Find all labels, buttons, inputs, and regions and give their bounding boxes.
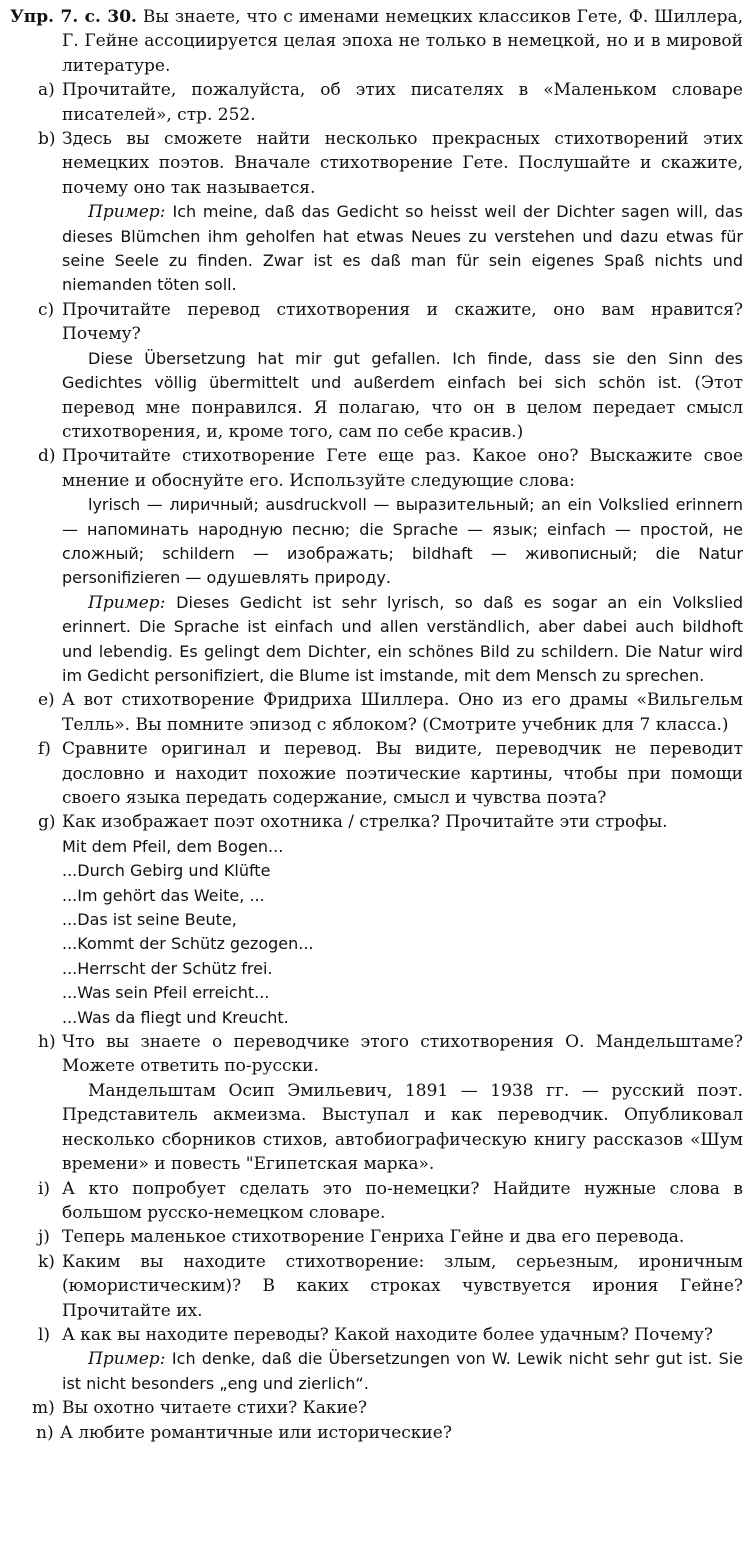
item-text: А кто попробует сделать это по-немецки? Найдите нужные слова в большом русско-немецком словаре.	[62, 1178, 743, 1223]
example-text: Ich denke, daß die Übersetzungen von W. Lewik nicht sehr gut ist. Sie ist nicht besonders „eng und zierlich“.	[62, 1349, 744, 1393]
verse-line: ...Das ist seine Beute,	[62, 910, 237, 930]
verse-line: ...Im gehört das Weite, ...	[62, 885, 265, 905]
item-marker: i)	[38, 1178, 51, 1199]
example-label: Пример:	[88, 202, 166, 223]
item-text: Теперь маленькое стихотворение Генриха Гейне и два его перевода.	[62, 1227, 685, 1248]
item-marker: d)	[38, 446, 56, 467]
item-text: А как вы находите переводы? Какой находите более удачным? Почему?	[62, 1324, 713, 1345]
item-text: Прочитайте стихотворение Гете еще раз. Какое оно? Выскажите свое мнение и обоснуйте его. Используйте следующие слова:	[62, 446, 743, 491]
exercise-intro: Вы знаете, что с именами немецких классиков Гете, Ф. Шиллера, Г. Гейне ассоциируется целая эпоха не только в немецкой, но и в мировой литературе.	[62, 7, 743, 76]
verse-lines	[10, 835, 743, 1030]
item-d	[10, 444, 743, 493]
answer-russian: (Этот перевод мне понравился. Я полагаю, что он в целом передает смысл стихотворения, и, кроме того, сам по себе красив.)	[62, 373, 744, 442]
item-i	[10, 1177, 743, 1226]
item-text: Сравните оригинал и перевод. Вы видите, переводчик не переводит дословно и находит похожие поэтические картины, чтобы при помощи своего языка передать содержание, смысл и чувства поэта?	[62, 739, 743, 808]
verse-line: ...Was da fliegt und Kreucht.	[62, 1007, 289, 1027]
vocabulary-list	[10, 493, 743, 591]
item-marker: j)	[38, 1227, 50, 1248]
example-label: Пример:	[88, 1349, 166, 1370]
verse-line: ...Kommt der Schütz gezogen...	[62, 934, 314, 954]
verse-line: ...Was sein Pfeil erreicht...	[62, 983, 270, 1003]
example-text: Ich meine, daß das Gedicht so heisst weil der Dichter sagen will, das dieses Blümchen ihm geholfen hat etwas Neues zu verstehen und dazu etwas für seine Seele zu finden. Zwar ist es daß man für sein eigenes Spaß nichts und niemanden töten soll.	[62, 202, 743, 295]
item-h	[10, 1030, 743, 1079]
answer-c	[10, 347, 743, 445]
vocabulary-text: lyrisch — лиричный; ausdruckvoll — выразительный; an ein Volkslied erinnern — напоминать народную песню; die Sprache — язык; einfach — простой, не сложный; schildern — изображать; bildhaft — живописный; die Natur personifizieren — одушевлять природу.	[62, 495, 743, 588]
item-k	[10, 1250, 743, 1323]
item-marker: b)	[38, 129, 56, 150]
verse-line: Mit dem Pfeil, dem Bogen...	[62, 836, 284, 856]
item-marker: n)	[36, 1422, 54, 1443]
item-marker: k)	[38, 1251, 55, 1272]
answer-text: Мандельштам Осип Эмильевич, 1891 — 1938 гг. — русский поэт. Представитель акмеизма. Выступал и как переводчик. Опубликовал несколько сборников стихов, автобиографическую книгу рассказов «Шум времени» и повесть "Египетская марка».	[62, 1080, 743, 1175]
item-a	[10, 78, 743, 127]
verse-line: ...Durch Gebirg und Klüfte	[62, 861, 271, 881]
item-f	[10, 737, 743, 810]
item-marker: f)	[38, 739, 51, 760]
item-text: А любите романтичные или исторические?	[60, 1422, 452, 1443]
example-b	[10, 200, 743, 298]
item-l	[10, 1323, 743, 1347]
item-text: Прочитайте, пожалуйста, об этих писателях в «Маленьком словаре писателей», стр. 252.	[62, 80, 743, 125]
item-marker: l)	[38, 1324, 51, 1345]
item-marker: a)	[38, 80, 55, 101]
item-text: Вы охотно читаете стихи? Какие?	[62, 1398, 368, 1419]
item-text: А вот стихотворение Фридриха Шиллера. Оно из его драмы «Вильгельм Телль». Вы помните эпизод с яблоком? (Смотрите учебник для 7 класса.)	[62, 690, 743, 735]
item-g	[10, 810, 743, 834]
example-label: Пример:	[88, 592, 166, 613]
item-c	[10, 298, 743, 347]
verse-line: ...Herrscht der Schütz frei.	[62, 958, 273, 978]
item-marker: h)	[38, 1032, 56, 1053]
item-marker: m)	[32, 1398, 55, 1419]
exercise-label: Упр. 7. с. 30.	[10, 7, 137, 27]
item-marker: e)	[38, 690, 55, 711]
answer-german: Diese Übersetzung hat mir gut gefallen. Ich finde, dass sie den Sinn des Gedichtes völlig übermittelt und außerdem einfach bei sich schön ist.	[62, 348, 743, 393]
example-text: Dieses Gedicht ist sehr lyrisch, so daß es sogar an ein Volkslied erinnert. Die Sprache ist einfach und allen verständlich, aber dabei auch bildhoft und lebendig. Es gelingt dem Dichter, ein schönes Bild zu schildern. Die Natur wird im Gedicht personifiziert, die Blume ist imstande, mit dem Mensch zu sprechen.	[62, 592, 744, 685]
item-marker: g)	[38, 812, 56, 833]
item-text: Здесь вы сможете найти несколько прекрасных стихотворений этих немецких поэтов. Вначале стихотворение Гете. Послушайте и скажите, почему оно так называется.	[62, 129, 743, 198]
example-l	[10, 1347, 743, 1396]
item-j	[10, 1225, 743, 1249]
item-text: Что вы знаете о переводчике этого стихотворения О. Мандельштаме? Можете ответить по-русски.	[62, 1032, 743, 1077]
exercise-header	[10, 5, 743, 78]
example-d	[10, 591, 743, 689]
answer-h	[10, 1079, 743, 1177]
item-marker: c)	[38, 299, 55, 320]
item-n	[10, 1421, 743, 1445]
item-m	[10, 1396, 743, 1420]
item-text: Как изображает поэт охотника / стрелка? Прочитайте эти строфы.	[62, 812, 668, 833]
item-e	[10, 688, 743, 737]
item-b	[10, 127, 743, 200]
item-text: Каким вы находите стихотворение: злым, серьезным, ироничным (юмористическим)? В каких строках чувствуется ирония Гейне? Прочитайте их.	[62, 1251, 743, 1321]
item-text: Прочитайте перевод стихотворения и скажите, оно вам нравится? Почему?	[62, 299, 743, 345]
